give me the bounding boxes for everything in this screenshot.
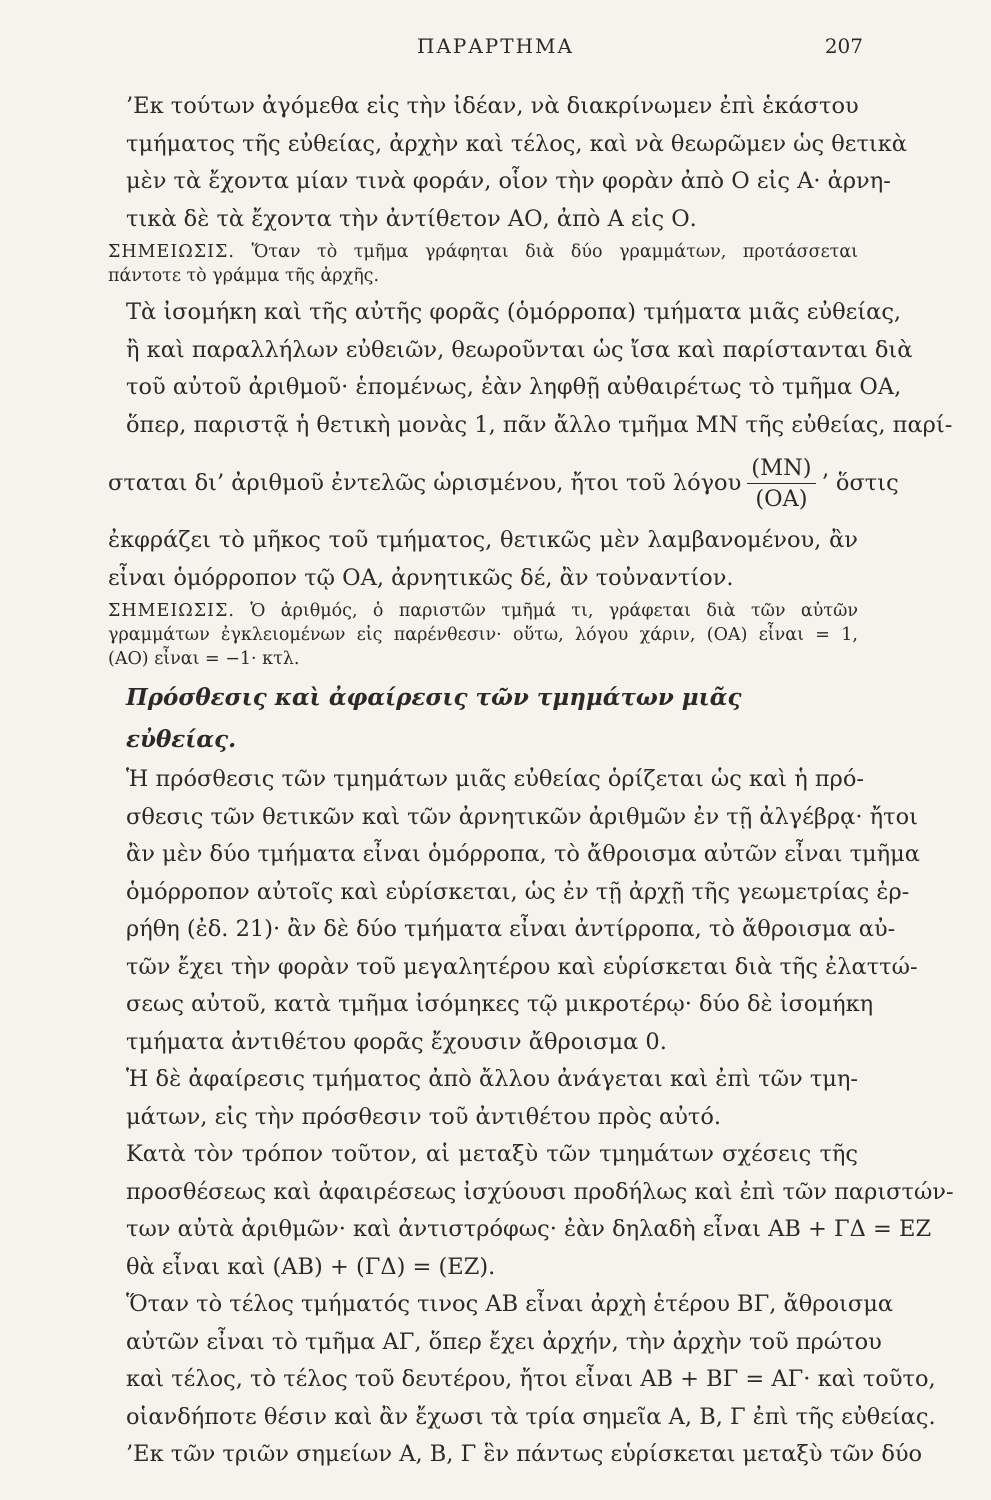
- text-line: τῶν ἔχει τὴν φορὰν τοῦ μεγαλητέρου καὶ εὑρίσκεται διὰ τῆς ἐλαττώ-: [126, 953, 918, 980]
- page-number: 207: [824, 34, 863, 58]
- note-label: ΣΗΜΕΙΩΣΙΣ.: [108, 242, 235, 262]
- text-line: Ἡ πρόσθεσις τῶν τμημάτων μιᾶς εὐθείας ὁρίζεται ὡς καὶ ἡ πρό-: [126, 766, 865, 792]
- text-line: τικὰ δὲ τὰ ἔχοντα τὴν ἀντίθετον ΑΟ, ἀπὸ Α εἰς Ο.: [126, 205, 697, 232]
- paragraph-6: [108, 1286, 936, 1436]
- ratio-fraction: [747, 453, 815, 514]
- text-line: σεως αὐτοῦ, κατὰ τμῆμα ἰσόμηκες τῷ μικροτέρῳ· δύο δὲ ἰσομήκη: [126, 991, 874, 1017]
- paragraph-1: [108, 88, 907, 238]
- text-line: αὐτῶν εἶναι τὸ τμῆμα ΑΓ, ὅπερ ἔχει ἀρχήν, τὴν ἀρχὴν τοῦ πρώτου: [126, 1328, 882, 1355]
- note-text: Ὅταν τὸ τμῆμα γράφηται διὰ δύο γραμμάτων, προτάσσεται: [251, 242, 858, 262]
- text-line: ἂν μὲν δύο τμήματα εἶναι ὁμόρροπα, τὸ ἄθροισμα αὐτῶν εἶναι τμῆμα: [126, 841, 920, 867]
- text-line: μάτων, εἰς τὴν πρόσθεσιν τοῦ ἀντιθέτου πρὸς αὐτό.: [126, 1103, 722, 1130]
- paragraph-4: [108, 1061, 858, 1136]
- paragraph-2-end: [108, 522, 858, 597]
- paragraph-3: [108, 761, 920, 1061]
- text-line: ’Εκ τούτων ἀγόμεθα εἰς τὴν ἰδέαν, νὰ διακρίνωμεν ἐπὶ ἑκάστου: [126, 93, 859, 119]
- text-line: ὅπερ, παριστᾷ ἡ θετικὴ μονὰς 1, πᾶν ἄλλο τμῆμα ΜΝ τῆς εὐθείας, παρί-: [126, 411, 953, 438]
- running-header: [0, 30, 991, 60]
- text-line: ἢ καὶ παραλλήλων εὐθειῶν, θεωροῦνται ὡς ἴσα καὶ παρίστανται διὰ: [126, 336, 913, 363]
- text-line: εἶναι ὁμόρροπον τῷ ΟΑ, ἀρνητικῶς δέ, ἂν τοὐναντίον.: [108, 564, 734, 591]
- text-line: τοῦ αὐτοῦ ἀριθμοῦ· ἑπομένως, ἐὰν ληφθῇ αὐθαιρέτως τὸ τμῆμα ΟΑ,: [126, 374, 902, 400]
- text-line: Κατὰ τὸν τρόπον τοῦτον, αἱ μεταξὺ τῶν τμημάτων σχέσεις τῆς: [126, 1141, 858, 1167]
- fraction-group: [741, 453, 898, 514]
- note-line: (ΑΟ) εἶναι = −1· κτλ.: [108, 649, 300, 669]
- fraction-after-text: ’ ὅστις: [821, 470, 899, 496]
- note-2: [108, 599, 858, 671]
- fraction-line: [108, 444, 899, 522]
- text-line: τμήματος τῆς εὐθείας, ἀρχὴν καὶ τέλος, καὶ νὰ θεωρῶμεν ὡς θετικὰ: [126, 130, 907, 157]
- text-line: Τὰ ἰσομήκη καὶ τῆς αὐτῆς φορᾶς (ὁμόρροπα) τμήματα μιᾶς εὐθείας,: [126, 299, 902, 325]
- section-heading: Πρόσθεσις καὶ ἀφαίρεσις τῶν τμημάτων μιᾶς εὐθείας.: [126, 684, 742, 753]
- text-line: προσθέσεως καὶ ἀφαιρέσεως ἰσχύουσι προδήλως καὶ ἐπὶ τῶν παριστών-: [126, 1178, 954, 1205]
- text-line: ὁμόρροπον αὐτοῖς καὶ εὑρίσκεται, ὡς ἐν τῇ ἀρχῇ τῆς γεωμετρίας ἐρ-: [126, 878, 910, 905]
- text-line: σθεσις τῶν θετικῶν καὶ τῶν ἀρνητικῶν ἀριθμῶν ἐν τῇ ἀλγέβρᾳ· ἤτοι: [126, 803, 918, 830]
- text-line: των αὐτὰ ἀριθμῶν· καὶ ἀντιστρόφως· ἐὰν δηλαδὴ εἶναι ΑΒ + ΓΔ = ΕΖ: [126, 1216, 932, 1242]
- fraction-before-text: σταται δι’ ἀριθμοῦ ἐντελῶς ὡρισμένου, ἤτοι τοῦ λόγου: [108, 470, 742, 496]
- text-line: καὶ τέλος, τὸ τέλος τοῦ δευτέρου, ἤτοι εἶναι ΑΒ + ΒΓ = ΑΓ· καὶ τοῦτο,: [126, 1366, 936, 1392]
- paragraph-2: [108, 294, 953, 444]
- paragraph-5: [108, 1136, 954, 1286]
- note-label: ΣΗΜΕΙΩΣΙΣ.: [108, 601, 235, 621]
- paragraph-7: [108, 1436, 923, 1474]
- note-line: [108, 599, 858, 623]
- note-line: γραμμάτων ἐγκλειομένων εἰς παρένθεσιν· οὕτω, λόγου χάριν, (ΟΑ) εἶναι = 1,: [108, 625, 858, 645]
- note-1: [108, 240, 858, 288]
- note-line: [108, 240, 858, 264]
- note-line: πάντοτε τὸ γράμμα τῆς ἀρχῆς.: [108, 266, 380, 286]
- page-title: ΠΑΡΑΡΤΗΜΑ: [417, 34, 574, 58]
- text-line: θὰ εἶναι καὶ (ΑΒ) + (ΓΔ) = (ΕΖ).: [126, 1253, 496, 1280]
- text-line: Ἡ δὲ ἀφαίρεσις τμήματος ἀπὸ ἄλλου ἀνάγεται καὶ ἐπὶ τῶν τμη-: [126, 1066, 858, 1092]
- text-line: Ὅταν τὸ τέλος τμήματός τινος ΑΒ εἶναι ἀρχὴ ἑτέρου ΒΓ, ἄθροισμα: [126, 1291, 894, 1317]
- fraction-numerator: (ΜΝ): [747, 453, 815, 484]
- page-body: [108, 88, 954, 1474]
- text-line: ’Εκ τῶν τριῶν σημείων Α, Β, Γ ἓν πάντως εὑρίσκεται μεταξὺ τῶν δύο: [126, 1441, 923, 1467]
- text-line: μὲν τὰ ἔχοντα μίαν τινὰ φοράν, οἷον τὴν φορὰν ἀπὸ Ο εἰς Α· ἀρνη-: [126, 168, 891, 194]
- text-line: ἐκφράζει τὸ μῆκος τοῦ τμήματος, θετικῶς μὲν λαμβανομένου, ἂν: [108, 527, 858, 553]
- text-line: οἱανδήποτε θέσιν καὶ ἂν ἔχωσι τὰ τρία σημεῖα Α, Β, Γ ἐπὶ τῆς εὐθείας.: [126, 1403, 936, 1430]
- fraction-denominator: (ΟΑ): [755, 485, 808, 512]
- text-line: ρήθη (ἐδ. 21)· ἂν δὲ δύο τμήματα εἶναι ἀντίρροπα, τὸ ἄθροισμα αὐ-: [126, 916, 896, 942]
- note-text: Ὁ ἀριθμός, ὁ παριστῶν τμῆμά τι, γράφεται διὰ τῶν αὐτῶν: [250, 601, 858, 621]
- text-line: τμήματα ἀντιθέτου φορᾶς ἔχουσιν ἄθροισμα 0.: [126, 1028, 667, 1055]
